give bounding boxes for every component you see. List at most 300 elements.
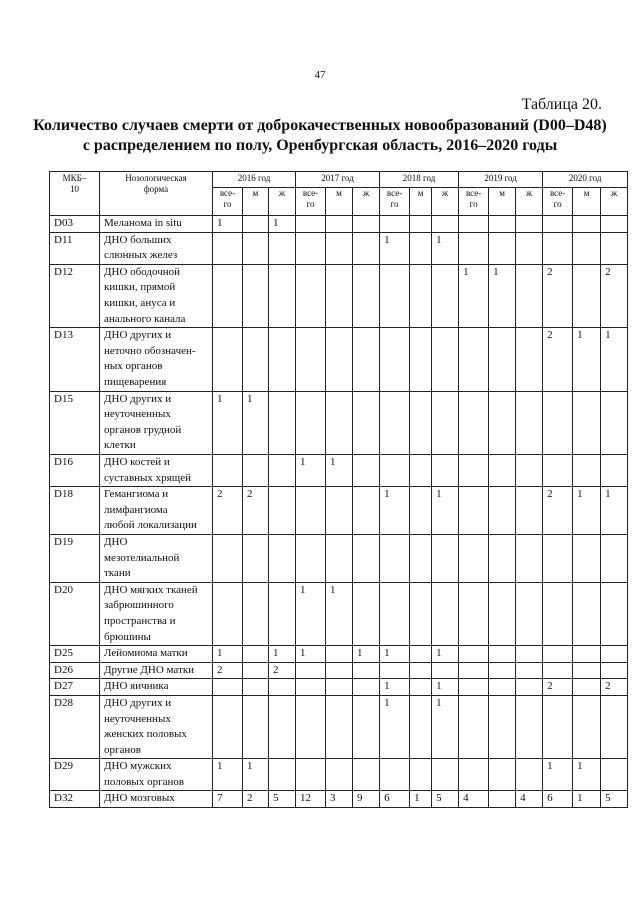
row-value bbox=[573, 232, 601, 264]
row-form-line: ДНО других и bbox=[104, 392, 172, 405]
row-code: D16 bbox=[50, 454, 100, 486]
row-value bbox=[573, 582, 601, 645]
row-value bbox=[601, 454, 628, 486]
row-value: 3 bbox=[326, 791, 353, 808]
row-code: D32 bbox=[50, 791, 100, 808]
row-value bbox=[269, 232, 296, 264]
row-value bbox=[296, 328, 326, 391]
row-form-line: неуточненных bbox=[104, 712, 171, 725]
row-value bbox=[353, 232, 380, 264]
row-value: 4 bbox=[459, 791, 489, 808]
table-row bbox=[50, 487, 628, 535]
row-value bbox=[213, 695, 243, 758]
header-sub: ж bbox=[432, 188, 459, 216]
row-form-line: органов bbox=[104, 743, 141, 756]
row-value bbox=[380, 759, 410, 791]
row-form bbox=[100, 646, 213, 663]
row-form-line: лимфангиома bbox=[104, 503, 168, 516]
row-value bbox=[601, 391, 628, 454]
row-value bbox=[380, 454, 410, 486]
row-code: D12 bbox=[50, 264, 100, 327]
row-value: 1 bbox=[326, 582, 353, 645]
row-form-line: слюнных желез bbox=[104, 249, 178, 262]
row-value: 9 bbox=[353, 791, 380, 808]
mortality-table bbox=[49, 171, 628, 808]
row-value: 5 bbox=[432, 791, 459, 808]
row-value bbox=[432, 759, 459, 791]
row-value bbox=[353, 454, 380, 486]
row-form-line: брюшины bbox=[104, 630, 151, 643]
row-value bbox=[213, 454, 243, 486]
row-value bbox=[326, 695, 353, 758]
row-value bbox=[326, 662, 353, 679]
row-form-line: ткани bbox=[104, 567, 131, 580]
row-value bbox=[326, 216, 353, 233]
row-value bbox=[489, 328, 516, 391]
row-value bbox=[601, 695, 628, 758]
row-form-line: любой локализации bbox=[104, 519, 197, 532]
row-value: 5 bbox=[269, 791, 296, 808]
row-value bbox=[380, 216, 410, 233]
row-value bbox=[516, 679, 543, 696]
row-value bbox=[459, 232, 489, 264]
row-value bbox=[459, 454, 489, 486]
row-value bbox=[326, 534, 353, 582]
row-value bbox=[489, 454, 516, 486]
header-code: МКБ– 10 bbox=[50, 172, 100, 216]
row-value: 7 bbox=[213, 791, 243, 808]
header-sub: ж bbox=[601, 188, 628, 216]
row-value bbox=[543, 534, 573, 582]
row-value bbox=[432, 534, 459, 582]
header-sub: все- го bbox=[380, 188, 410, 216]
table-row bbox=[50, 232, 628, 264]
row-value: 1 bbox=[296, 582, 326, 645]
header-sub: м bbox=[573, 188, 601, 216]
row-form-line: неточно обозначен- bbox=[104, 344, 196, 357]
row-value bbox=[601, 582, 628, 645]
row-form-line: Гемангиома и bbox=[104, 488, 169, 501]
row-value: 6 bbox=[380, 791, 410, 808]
row-value bbox=[516, 646, 543, 663]
row-code: D25 bbox=[50, 646, 100, 663]
table-row bbox=[50, 216, 628, 233]
row-value bbox=[353, 391, 380, 454]
header-sub: м bbox=[410, 188, 432, 216]
row-value bbox=[380, 582, 410, 645]
row-value: 1 bbox=[410, 791, 432, 808]
row-form-line: Лейомиома матки bbox=[104, 647, 188, 660]
row-value bbox=[573, 646, 601, 663]
table-row bbox=[50, 328, 628, 391]
row-value: 1 bbox=[432, 232, 459, 264]
row-value bbox=[573, 534, 601, 582]
row-value bbox=[353, 679, 380, 696]
row-value bbox=[410, 662, 432, 679]
row-value bbox=[380, 534, 410, 582]
row-form-line: пространства и bbox=[104, 614, 176, 627]
row-value bbox=[269, 759, 296, 791]
row-form-line: ДНО мозговых bbox=[104, 792, 175, 805]
row-value bbox=[489, 216, 516, 233]
row-value bbox=[296, 679, 326, 696]
row-value: 1 bbox=[213, 216, 243, 233]
row-value bbox=[269, 454, 296, 486]
row-form-line: ДНО мягких тканей bbox=[104, 583, 198, 596]
row-value: 1 bbox=[380, 695, 410, 758]
row-value: 2 bbox=[543, 679, 573, 696]
row-code: D20 bbox=[50, 582, 100, 645]
row-form-line: суставных хрящей bbox=[104, 471, 191, 484]
row-value bbox=[489, 232, 516, 264]
row-value bbox=[410, 582, 432, 645]
row-form bbox=[100, 391, 213, 454]
row-code: D29 bbox=[50, 759, 100, 791]
row-form bbox=[100, 487, 213, 535]
row-value bbox=[489, 695, 516, 758]
row-value bbox=[269, 582, 296, 645]
row-value bbox=[489, 582, 516, 645]
row-value bbox=[516, 264, 543, 327]
row-form-line: ДНО костей и bbox=[104, 455, 170, 468]
row-value bbox=[410, 534, 432, 582]
row-form bbox=[100, 232, 213, 264]
row-value bbox=[326, 232, 353, 264]
row-value bbox=[380, 264, 410, 327]
header-sub: все- го bbox=[296, 188, 326, 216]
table-row bbox=[50, 391, 628, 454]
header-sub: все- го bbox=[459, 188, 489, 216]
row-value bbox=[459, 646, 489, 663]
row-value bbox=[326, 487, 353, 535]
row-value bbox=[353, 216, 380, 233]
row-code: D19 bbox=[50, 534, 100, 582]
header-sub: м bbox=[326, 188, 353, 216]
row-value bbox=[489, 679, 516, 696]
row-value bbox=[489, 791, 516, 808]
table-row bbox=[50, 679, 628, 696]
row-value: 12 bbox=[296, 791, 326, 808]
table-row bbox=[50, 454, 628, 486]
row-value bbox=[296, 487, 326, 535]
row-form-line: ДНО других и bbox=[104, 329, 172, 342]
row-value bbox=[459, 695, 489, 758]
row-value bbox=[296, 216, 326, 233]
header-year: 2018 год bbox=[380, 172, 459, 188]
row-value bbox=[410, 487, 432, 535]
row-form-line: пищеварения bbox=[104, 375, 167, 388]
row-value bbox=[573, 662, 601, 679]
row-form-line: Другие ДНО матки bbox=[104, 663, 195, 676]
row-value bbox=[489, 646, 516, 663]
row-form-line: кишки, ануса и bbox=[104, 296, 176, 309]
table-row bbox=[50, 264, 628, 327]
row-value bbox=[543, 695, 573, 758]
row-value: 2 bbox=[243, 487, 269, 535]
header-sub: ж bbox=[269, 188, 296, 216]
row-value bbox=[573, 695, 601, 758]
row-value bbox=[601, 759, 628, 791]
row-value bbox=[243, 662, 269, 679]
row-form-line: Меланома in situ bbox=[104, 217, 182, 229]
row-code: D18 bbox=[50, 487, 100, 535]
row-form-line: ных органов bbox=[104, 360, 163, 373]
row-value bbox=[516, 695, 543, 758]
row-value bbox=[410, 646, 432, 663]
row-form-line: неуточненных bbox=[104, 408, 171, 421]
row-value: 1 bbox=[432, 646, 459, 663]
row-value bbox=[601, 534, 628, 582]
row-value bbox=[601, 232, 628, 264]
row-value: 5 bbox=[601, 791, 628, 808]
row-value bbox=[459, 759, 489, 791]
row-value bbox=[243, 232, 269, 264]
row-value bbox=[213, 582, 243, 645]
row-value bbox=[296, 391, 326, 454]
row-value bbox=[543, 454, 573, 486]
header-year: 2017 год bbox=[296, 172, 380, 188]
row-value: 2 bbox=[213, 487, 243, 535]
row-value: 1 bbox=[296, 646, 326, 663]
row-value bbox=[269, 487, 296, 535]
row-value: 2 bbox=[243, 791, 269, 808]
header-sub: все- го bbox=[543, 188, 573, 216]
row-value bbox=[213, 679, 243, 696]
row-value bbox=[516, 759, 543, 791]
row-value bbox=[269, 695, 296, 758]
row-value bbox=[516, 534, 543, 582]
row-value bbox=[516, 216, 543, 233]
row-form-line: забрюшинного bbox=[104, 599, 174, 612]
header-sub: ж bbox=[353, 188, 380, 216]
row-value bbox=[459, 216, 489, 233]
header-year: 2019 год bbox=[459, 172, 543, 188]
row-value: 6 bbox=[543, 791, 573, 808]
row-value bbox=[543, 582, 573, 645]
row-value bbox=[243, 264, 269, 327]
row-value: 1 bbox=[432, 679, 459, 696]
row-code: D27 bbox=[50, 679, 100, 696]
row-value bbox=[410, 264, 432, 327]
row-value bbox=[269, 679, 296, 696]
header-sub: м bbox=[489, 188, 516, 216]
row-value: 1 bbox=[432, 487, 459, 535]
row-value bbox=[213, 534, 243, 582]
row-value bbox=[489, 759, 516, 791]
row-form-line: половых органов bbox=[104, 775, 185, 788]
row-value bbox=[243, 454, 269, 486]
row-value bbox=[489, 534, 516, 582]
table-row bbox=[50, 662, 628, 679]
row-value bbox=[380, 328, 410, 391]
row-value bbox=[213, 328, 243, 391]
row-value bbox=[432, 582, 459, 645]
header-sub: все- го bbox=[213, 188, 243, 216]
row-value bbox=[459, 582, 489, 645]
row-code: D13 bbox=[50, 328, 100, 391]
table-title-line-2: с распределением по полу, Оренбургская область, 2016–2020 годы bbox=[82, 137, 558, 154]
row-value bbox=[489, 662, 516, 679]
row-value bbox=[543, 662, 573, 679]
row-form bbox=[100, 582, 213, 645]
row-value bbox=[543, 232, 573, 264]
row-code: D15 bbox=[50, 391, 100, 454]
row-value bbox=[326, 328, 353, 391]
row-value bbox=[296, 662, 326, 679]
row-value: 1 bbox=[243, 391, 269, 454]
row-value: 1 bbox=[380, 487, 410, 535]
row-value bbox=[269, 391, 296, 454]
row-value: 2 bbox=[543, 328, 573, 391]
row-value bbox=[516, 232, 543, 264]
row-value bbox=[432, 454, 459, 486]
row-value bbox=[432, 216, 459, 233]
row-code: D11 bbox=[50, 232, 100, 264]
row-form bbox=[100, 216, 213, 233]
row-value bbox=[326, 646, 353, 663]
row-value bbox=[432, 328, 459, 391]
row-form bbox=[100, 264, 213, 327]
row-value bbox=[353, 662, 380, 679]
row-code: D28 bbox=[50, 695, 100, 758]
row-value: 1 bbox=[213, 646, 243, 663]
row-value bbox=[243, 695, 269, 758]
row-form-line: органов грудной bbox=[104, 423, 182, 436]
row-value: 2 bbox=[543, 264, 573, 327]
row-form-line: анального канала bbox=[104, 312, 186, 325]
row-form-line: мезотелиальной bbox=[104, 551, 180, 564]
row-form-line: ДНО bbox=[104, 535, 128, 548]
row-value bbox=[296, 232, 326, 264]
table-title-line-1: Количество случаев смерти от доброкачественных новообразований (D00–D48) bbox=[33, 117, 607, 134]
row-value bbox=[459, 328, 489, 391]
table-row bbox=[50, 646, 628, 663]
row-value: 2 bbox=[601, 264, 628, 327]
row-form-line: ДНО мужских bbox=[104, 760, 172, 773]
row-value: 1 bbox=[459, 264, 489, 327]
row-value bbox=[601, 662, 628, 679]
row-value bbox=[573, 216, 601, 233]
row-value bbox=[353, 582, 380, 645]
row-value bbox=[353, 534, 380, 582]
row-value bbox=[459, 534, 489, 582]
row-value bbox=[432, 391, 459, 454]
row-value bbox=[243, 216, 269, 233]
table-row bbox=[50, 759, 628, 791]
row-value bbox=[516, 662, 543, 679]
row-value: 1 bbox=[601, 328, 628, 391]
row-value bbox=[410, 454, 432, 486]
row-value bbox=[243, 679, 269, 696]
row-value: 1 bbox=[380, 232, 410, 264]
row-value: 1 bbox=[326, 454, 353, 486]
row-form bbox=[100, 759, 213, 791]
row-value: 1 bbox=[543, 759, 573, 791]
row-value bbox=[380, 662, 410, 679]
row-value bbox=[516, 328, 543, 391]
row-form bbox=[100, 328, 213, 391]
row-value: 1 bbox=[380, 646, 410, 663]
row-value bbox=[243, 582, 269, 645]
row-value bbox=[489, 391, 516, 454]
row-value bbox=[269, 328, 296, 391]
row-value bbox=[410, 391, 432, 454]
header-year: 2016 год bbox=[213, 172, 296, 188]
row-value bbox=[543, 391, 573, 454]
row-value bbox=[269, 264, 296, 327]
row-value bbox=[326, 391, 353, 454]
row-value: 1 bbox=[213, 759, 243, 791]
row-value bbox=[543, 216, 573, 233]
row-form-line: клетки bbox=[104, 439, 136, 452]
row-value bbox=[459, 679, 489, 696]
row-value bbox=[516, 391, 543, 454]
row-value bbox=[432, 662, 459, 679]
row-form-line: женских половых bbox=[104, 728, 187, 741]
row-value bbox=[326, 264, 353, 327]
row-value bbox=[410, 328, 432, 391]
row-code: D03 bbox=[50, 216, 100, 233]
row-value bbox=[243, 328, 269, 391]
row-value bbox=[296, 534, 326, 582]
row-value: 4 bbox=[516, 791, 543, 808]
row-value bbox=[353, 487, 380, 535]
row-value: 1 bbox=[213, 391, 243, 454]
table-row bbox=[50, 695, 628, 758]
row-value bbox=[296, 759, 326, 791]
header-sub: ж bbox=[516, 188, 543, 216]
row-value: 1 bbox=[243, 759, 269, 791]
row-value bbox=[410, 679, 432, 696]
row-value bbox=[543, 646, 573, 663]
row-value bbox=[353, 264, 380, 327]
row-value bbox=[353, 759, 380, 791]
row-value bbox=[410, 759, 432, 791]
table-row bbox=[50, 582, 628, 645]
row-value bbox=[213, 232, 243, 264]
row-value: 1 bbox=[380, 679, 410, 696]
row-value bbox=[516, 487, 543, 535]
row-value: 1 bbox=[353, 646, 380, 663]
header-year: 2020 год bbox=[543, 172, 628, 188]
row-form-line: ДНО больших bbox=[104, 233, 172, 246]
row-value bbox=[380, 391, 410, 454]
row-value bbox=[410, 232, 432, 264]
row-value bbox=[326, 679, 353, 696]
row-value bbox=[601, 216, 628, 233]
row-value: 1 bbox=[601, 487, 628, 535]
row-value bbox=[459, 487, 489, 535]
row-form-line: ДНО яичника bbox=[104, 680, 169, 693]
row-value bbox=[601, 646, 628, 663]
table-row bbox=[50, 791, 628, 808]
row-form bbox=[100, 695, 213, 758]
row-form bbox=[100, 534, 213, 582]
row-value bbox=[296, 264, 326, 327]
row-form-line: ДНО ободочной bbox=[104, 265, 181, 278]
row-value bbox=[353, 328, 380, 391]
row-value: 2 bbox=[543, 487, 573, 535]
row-form-line: кишки, прямой bbox=[104, 281, 176, 294]
row-form bbox=[100, 454, 213, 486]
row-value: 1 bbox=[573, 759, 601, 791]
row-value bbox=[326, 759, 353, 791]
row-value: 1 bbox=[269, 216, 296, 233]
row-value bbox=[410, 695, 432, 758]
row-value bbox=[573, 264, 601, 327]
row-value bbox=[243, 534, 269, 582]
row-form bbox=[100, 679, 213, 696]
